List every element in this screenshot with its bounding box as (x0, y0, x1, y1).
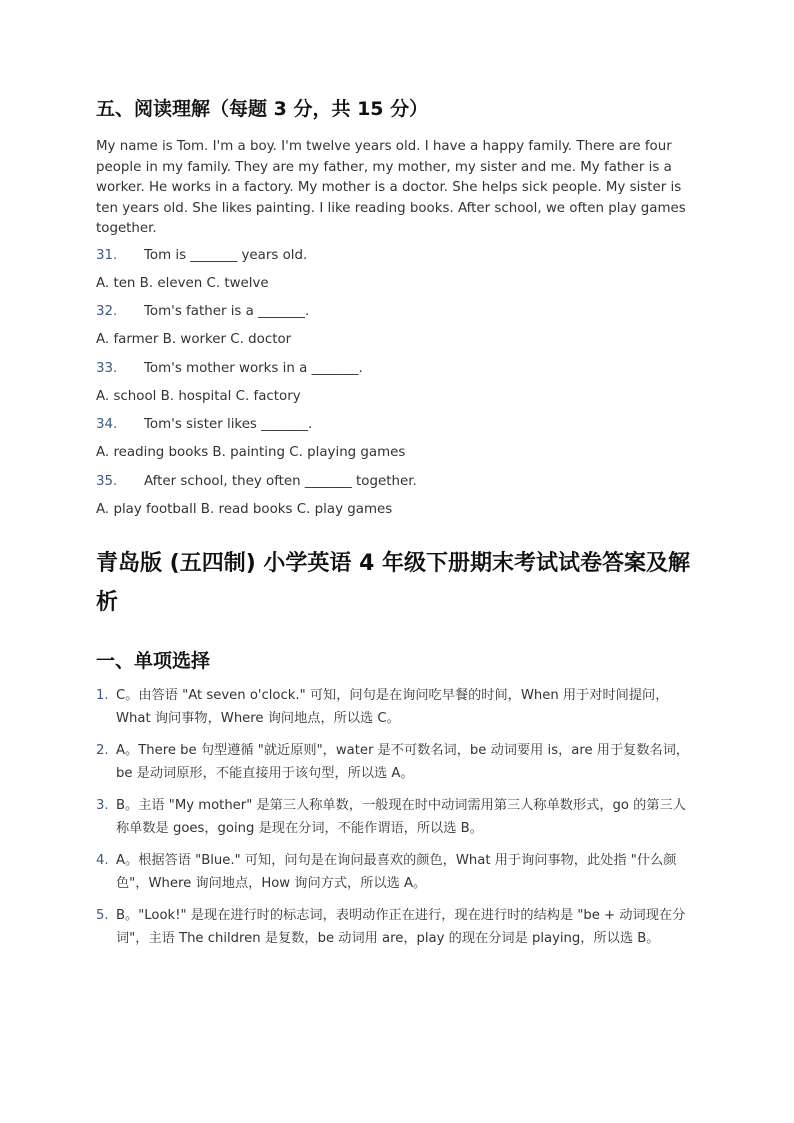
question-text: Tom is _______ years old. (144, 248, 308, 263)
question-31-options: A. ten B. eleven C. twelve (96, 276, 269, 291)
answer-number: 5. (96, 908, 109, 923)
answer-text: C。由答语 "At seven o'clock." 可知，问句是在询问吃早餐的时间，When 用于对时间提问，What 询问事物，Where 询问地点，所以选 C。 (116, 688, 669, 726)
answer-text: B。"Look!" 是现在进行时的标志词，表明动作正在进行，现在进行时的结构是 "be + 动词现在分词"，主语 The children 是复数，be 动词用 are，play 的现在分词是 playing，所以选 B。 (116, 908, 686, 946)
question-text: After school, they often _______ together. (144, 474, 417, 489)
question-text: Tom's father is a _______. (144, 304, 310, 319)
document-title: 青岛版 (五四制) 小学英语 4 年级下册期末考试试卷答案及解析 (96, 551, 691, 615)
question-number: 35. (96, 474, 118, 489)
question-number: 34. (96, 417, 118, 432)
answer-number: 1. (96, 688, 109, 703)
question-31 (96, 248, 307, 268)
list-item (96, 904, 696, 950)
question-35 (96, 474, 417, 494)
question-32-options: A. farmer B. worker C. doctor (96, 332, 292, 347)
single-choice-heading: 一、单项选择 (96, 650, 211, 672)
question-number: 31. (96, 248, 118, 263)
list-item (96, 794, 696, 840)
answer-text: A。There be 句型遵循 "就近原则"，water 是不可数名词，be 动词要用 is，are 用于复数名词，be 是动词原形，不能直接用于该句型，所以选 A。 (116, 743, 690, 781)
question-text: Tom's sister likes _______. (144, 417, 313, 432)
question-35-options: A. play football B. read books C. play games (96, 502, 393, 517)
question-number: 33. (96, 361, 118, 376)
answer-number: 3. (96, 798, 109, 813)
answer-number: 2. (96, 743, 109, 758)
reading-passage: My name is Tom. I'm a boy. I'm twelve years old. I have a happy family. There are four people in my family. They are my father, my mother, my sister and me. My father is a worker. He works in a factory. My mother is a doctor. She helps sick people. My sister is ten years old. She likes painting. I like reading books. After school, we often play games together. (96, 139, 686, 236)
question-34-options: A. reading books B. painting C. playing games (96, 445, 406, 460)
question-32 (96, 304, 309, 324)
question-text: Tom's mother works in a _______. (144, 361, 363, 376)
question-33-options: A. school B. hospital C. factory (96, 389, 301, 404)
answer-number: 4. (96, 853, 109, 868)
list-item (96, 849, 696, 895)
list-item (96, 739, 696, 785)
question-33 (96, 361, 363, 381)
question-34 (96, 417, 312, 437)
answer-text: A。根据答语 "Blue." 可知，问句是在询问最喜欢的颜色，What 用于询问事物，此处指 "什么颜色"，Where 询问地点，How 询问方式，所以选 A。 (116, 853, 677, 891)
answer-text: B。主语 "My mother" 是第三人称单数，一般现在时中动词需用第三人称单数形式，go 的第三人称单数是 goes，going 是现在分词，不能作谓语，所以选 B。 (116, 798, 686, 836)
answer-list (96, 684, 696, 959)
question-number: 32. (96, 304, 118, 319)
reading-section-heading: 五、阅读理解（每题 3 分，共 15 分） (96, 98, 429, 120)
list-item (96, 684, 696, 730)
